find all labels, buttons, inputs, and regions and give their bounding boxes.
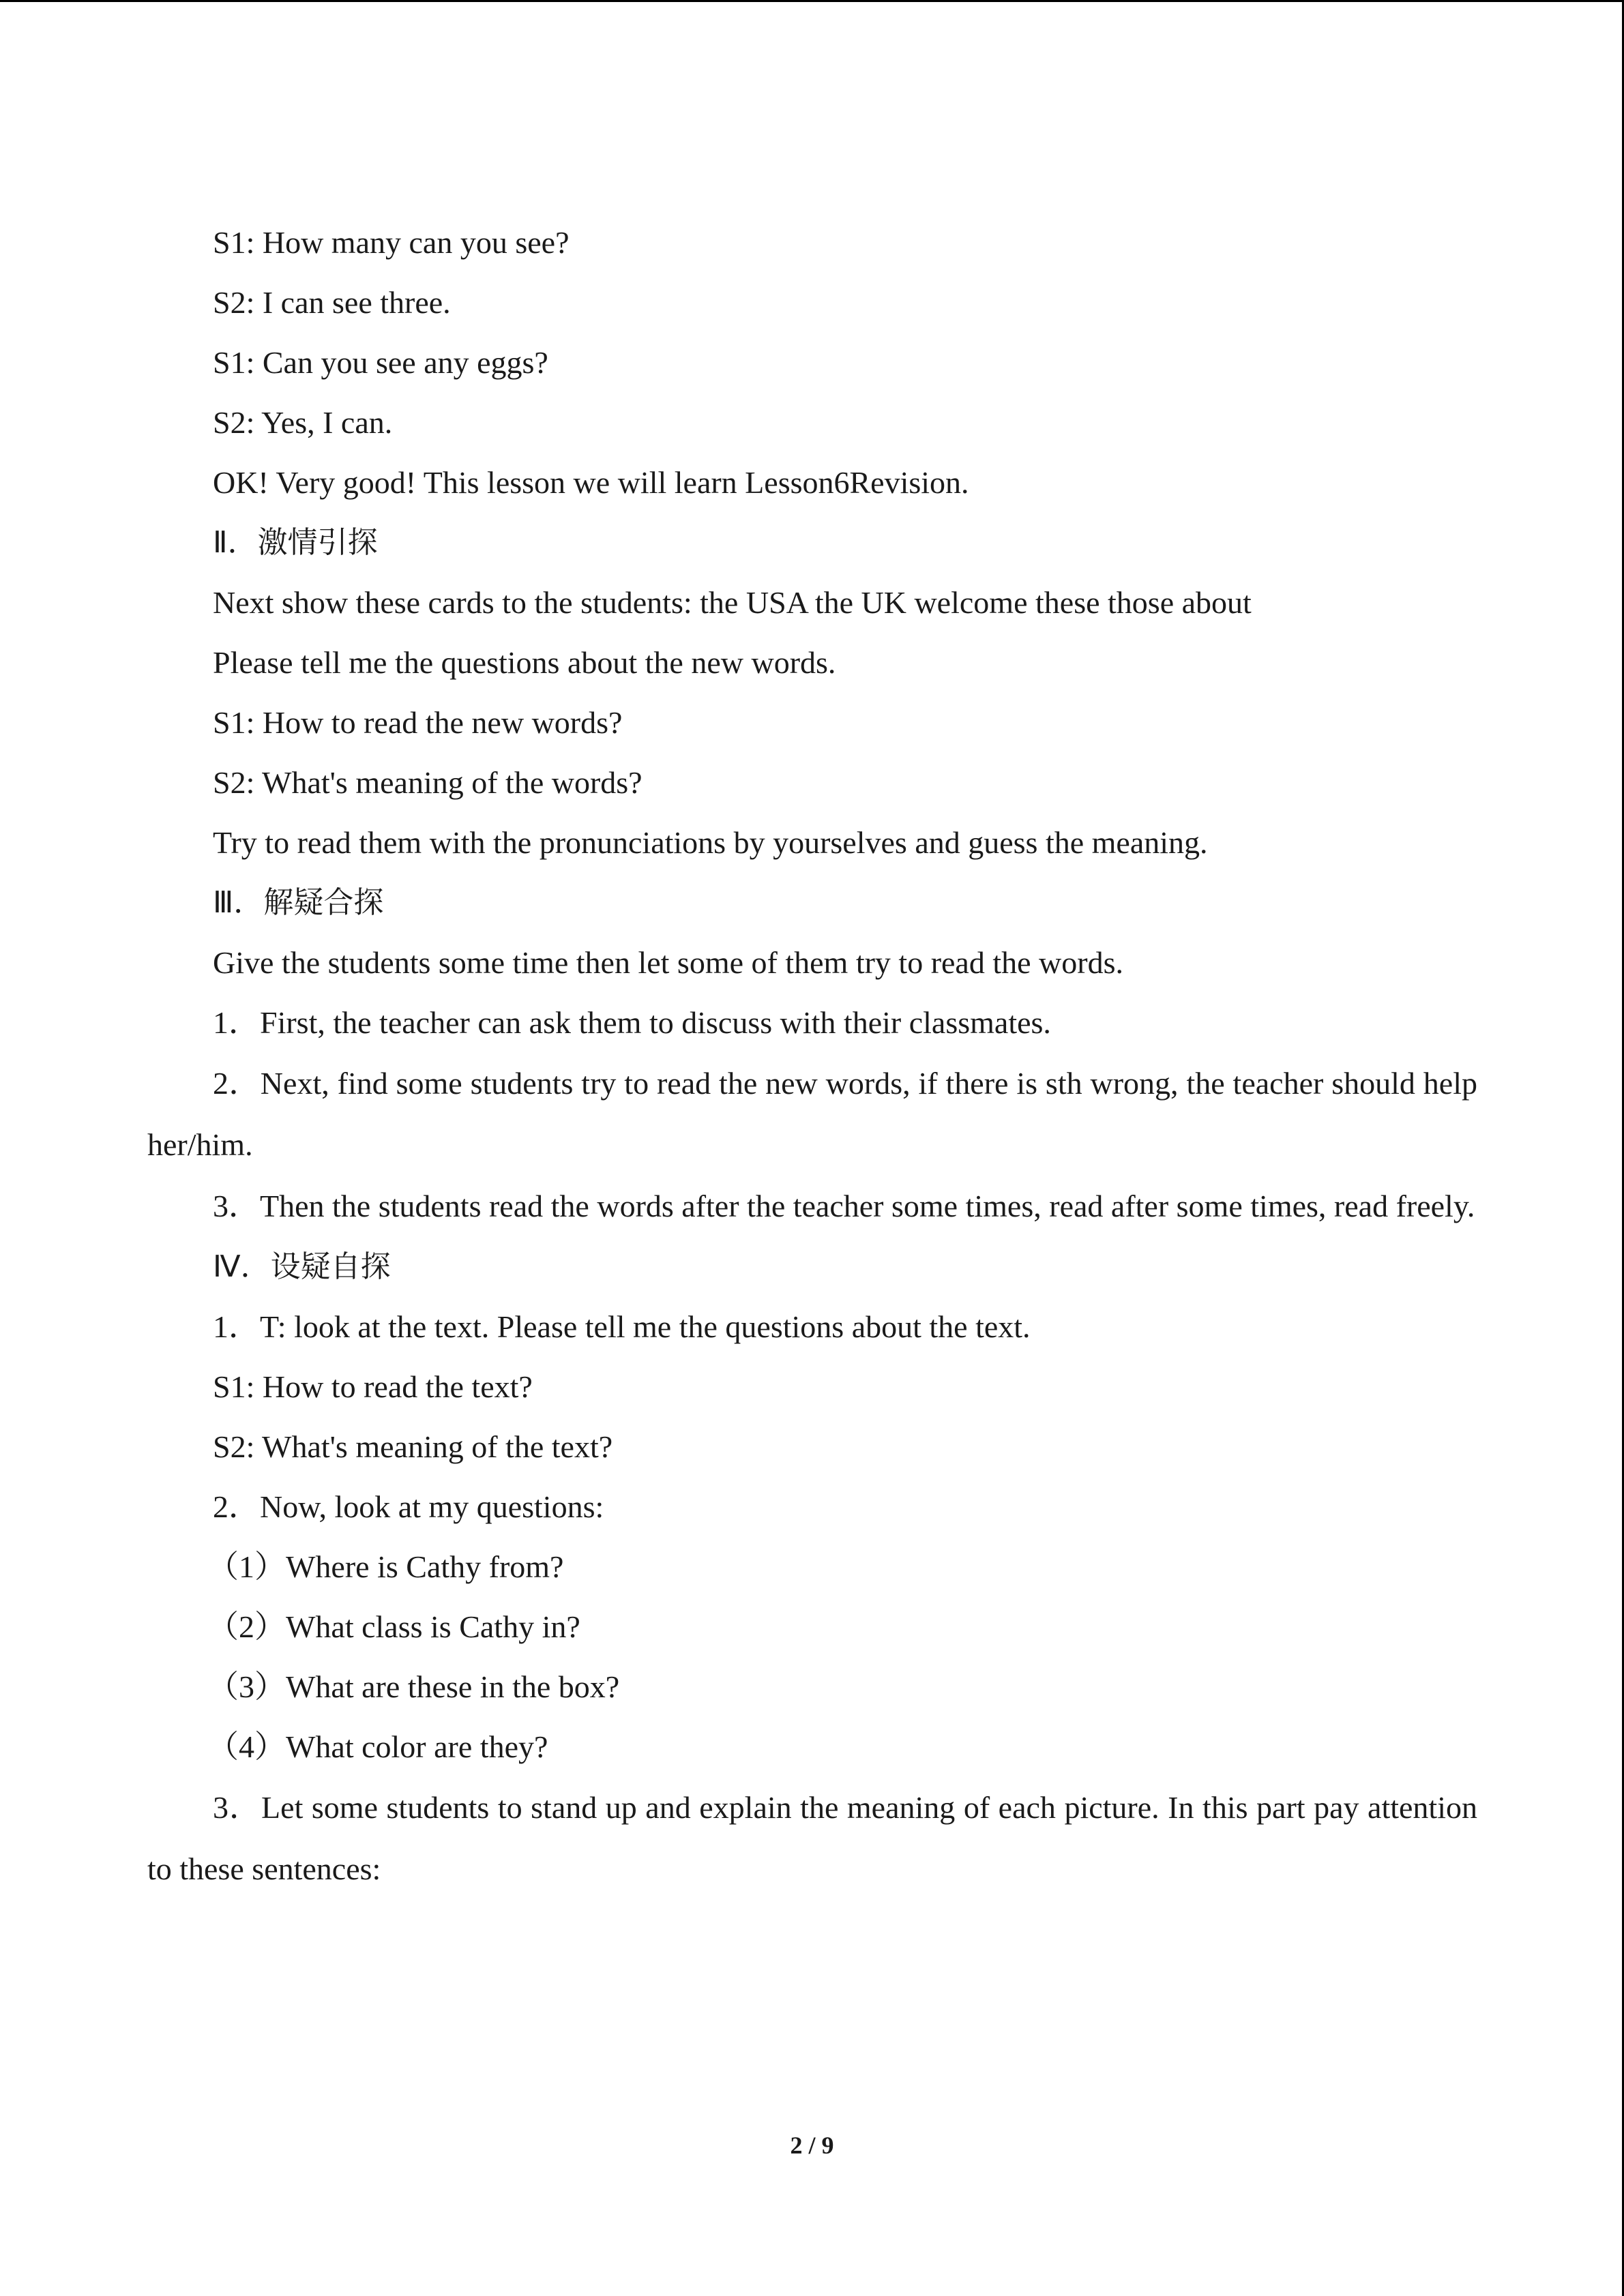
text-line: Please tell me the questions about the new words. xyxy=(213,645,836,680)
step-line: 2．Now, look at my questions: xyxy=(213,1489,604,1524)
dialog-line: S1: How to read the new words? xyxy=(213,705,623,740)
dialog-line: S2: I can see three. xyxy=(213,285,451,320)
step-line: 1．T: look at the text. Please tell me the questions about the text. xyxy=(213,1309,1031,1344)
question-item: （4）What color are they? xyxy=(207,1729,548,1764)
text-line: Try to read them with the pronunciations by yourselves and guess the meaning. xyxy=(213,825,1208,860)
step-line: 1．First, the teacher can ask them to discuss with their classmates. xyxy=(213,1005,1051,1040)
text-line: Give the students some time then let some of them try to read the words. xyxy=(213,945,1123,980)
dialog-line: S2: What's meaning of the text? xyxy=(213,1429,613,1464)
dialog-line: S1: How to read the text? xyxy=(213,1369,533,1404)
step-paragraph: 2．Next, find some students try to read the new words, if there is sth wrong, the teacher should help her/him. xyxy=(147,1066,1477,1162)
question-item: （1）Where is Cathy from? xyxy=(207,1549,564,1584)
page-number: 2 / 9 xyxy=(790,2132,834,2159)
section-heading-2: Ⅱ．激情引探 xyxy=(213,525,378,560)
dialog-line: S2: Yes, I can. xyxy=(213,405,393,440)
dialog-line: S2: What's meaning of the words? xyxy=(213,765,643,800)
question-item: （2）What class is Cathy in? xyxy=(207,1609,580,1644)
top-border xyxy=(0,0,1624,2)
text-line: Next show these cards to the students: the USA the UK welcome these those about xyxy=(213,585,1252,620)
step-paragraph: 3．Then the students read the words after the teacher some times, read after some times, read freely. xyxy=(213,1189,1475,1223)
step-paragraph: 3．Let some students to stand up and explain the meaning of each picture. In this part pay attention to these sentences: xyxy=(147,1790,1477,1886)
document-page xyxy=(147,213,1477,1900)
dialog-line: S1: Can you see any eggs? xyxy=(213,345,548,380)
dialog-line: S1: How many can you see? xyxy=(213,225,570,260)
section-heading-3: Ⅲ．解疑合探 xyxy=(213,885,384,920)
section-heading-4: Ⅳ．设疑自探 xyxy=(213,1249,391,1284)
question-item: （3）What are these in the box? xyxy=(207,1669,620,1704)
text-line: OK! Very good! This lesson we will learn Lesson6Revision. xyxy=(213,465,969,500)
